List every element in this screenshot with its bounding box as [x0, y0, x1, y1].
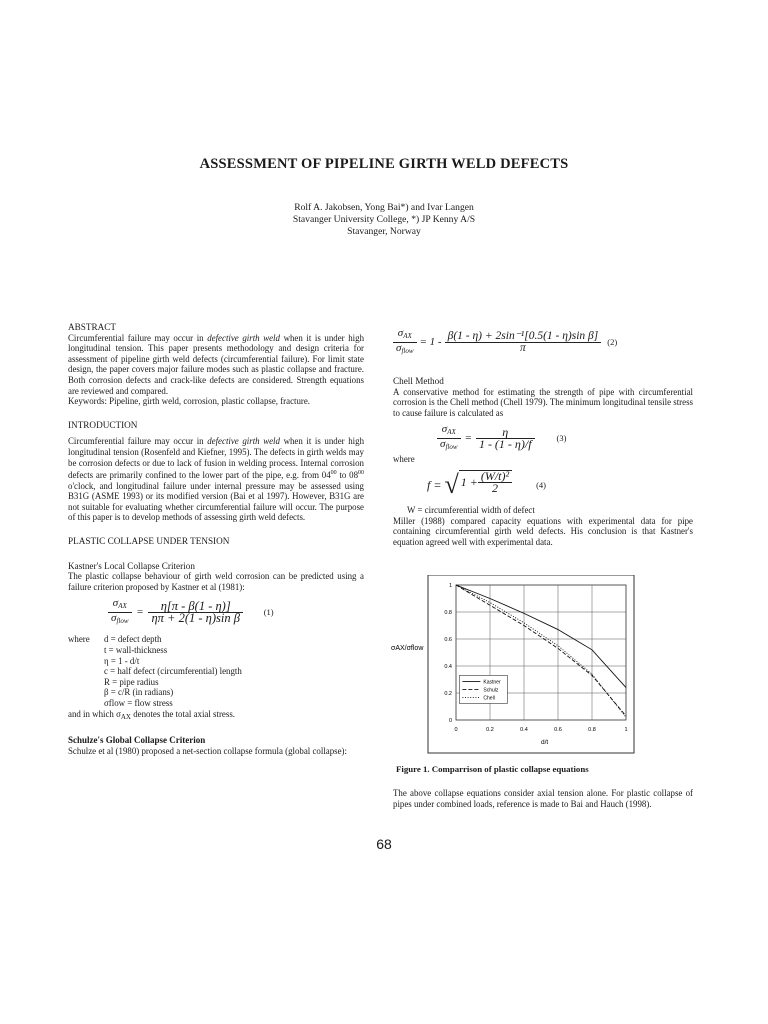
- where-item: R = pipe radius: [104, 676, 159, 687]
- where-block: [68, 634, 364, 708]
- eq2-sigma: σ: [397, 326, 404, 339]
- eq2-number: (2): [607, 336, 618, 347]
- eq1-equals: =: [136, 606, 144, 619]
- eq2-rhs-den: π: [520, 341, 526, 354]
- eq1-lhs-num: [108, 598, 132, 613]
- x-axis-label: d/t: [541, 739, 549, 746]
- eq2-sub: flow: [401, 346, 414, 355]
- series-line-kastner: [456, 585, 626, 688]
- legend-label: Schulz: [483, 687, 499, 694]
- closing-paragraph: The above collapse equations consider axial tension alone. For plastic collapse of pipes under combined loads, reference is made to Bai and Hauch (1998).: [393, 788, 693, 809]
- plastic-collapse-heading: PLASTIC COLLAPSE UNDER TENSION: [68, 536, 230, 547]
- eq3-number: (3): [556, 433, 567, 444]
- abstract-text-part: Circumferential failure may occur in: [68, 332, 208, 343]
- where-list: [104, 634, 242, 708]
- author-block: [0, 202, 768, 238]
- eq1-lhs: [108, 598, 132, 626]
- intro-superscript: 00: [358, 470, 365, 477]
- eq4-num: (W/t)²: [478, 471, 512, 483]
- closing-paragraph-block: [393, 788, 693, 809]
- legend-label: Kastner: [483, 679, 501, 686]
- eq4-number: (4): [536, 479, 547, 490]
- y-tick-label: 0.8: [444, 610, 452, 616]
- where-label-right: where: [393, 454, 415, 465]
- abstract-text-part: when it is under high longitudinal tension. This paper presents methodology and design criteria for assessment of pipeline girth weld defects (circumferential failure). For limit state design, the paper covers major failure modes such as plastic collapse and fracture. Both corrosion defects and crack-like defects are considered. Strength equations are reviewed and compared.: [68, 332, 365, 396]
- author-affiliation: Stavanger University College, *) JP Kenny A/S: [292, 214, 476, 225]
- figure-1-chart: [388, 575, 638, 755]
- where-item: d = defect depth: [104, 634, 162, 645]
- eq4-den: 2: [491, 480, 498, 495]
- eq4-frac: [478, 471, 512, 493]
- y-tick-label: 0: [448, 718, 452, 724]
- abstract-emphasis: defective girth weld: [207, 332, 280, 343]
- eq1-number: (1): [263, 607, 274, 618]
- eq1-sigma: σ: [111, 612, 117, 625]
- kastner-heading: Kastner's Local Collapse Criterion: [68, 560, 195, 571]
- intro-emphasis: defective girth weld: [207, 436, 280, 447]
- x-tick-label: 0.6: [554, 727, 562, 733]
- where-item: η = 1 - d/t: [104, 655, 140, 666]
- eq1-sub: AX: [118, 602, 127, 611]
- introduction-heading: INTRODUCTION: [68, 419, 138, 430]
- y-tick-label: 0.2: [444, 691, 452, 697]
- chart-legend: [459, 675, 507, 703]
- eq3-lhs-den: [437, 439, 461, 453]
- eq2-lhs: [393, 328, 417, 356]
- w-definition: W = circumferential width of defect: [407, 504, 535, 515]
- x-tick-label: 1: [624, 727, 628, 733]
- where-item: σflow = flow stress: [104, 698, 173, 708]
- intro-text-part: when it is under high longitudinal tension (Rosenfeld and Kiefner, 1995). The defects in girth welds may be corrosion defects or due to lack of fusion in welding process. Internal corrosion defects are primarily confined to the lower part of the pipe, e.g. from 04: [68, 436, 365, 481]
- eq3-sub: AX: [447, 428, 456, 437]
- eq3-sub: flow: [445, 442, 458, 451]
- equation-2: [393, 322, 693, 362]
- eq2-rhs: [445, 331, 602, 353]
- eq1-lhs-den: [108, 613, 132, 627]
- eq3-rhs: [476, 427, 535, 449]
- eq3-lhs: [437, 424, 461, 452]
- eq2-lhs-num: [393, 328, 417, 343]
- where-item: t = wall-thickness: [104, 645, 168, 656]
- eq3-sigma: σ: [441, 423, 448, 436]
- eq3-equals: =: [464, 432, 472, 445]
- legend-label: Chell: [483, 695, 495, 702]
- note-sub: AX: [120, 712, 131, 721]
- left-column: [68, 322, 364, 756]
- eq4-one-plus: 1 +: [460, 475, 478, 490]
- schulze-text: Schulze et al (1980) proposed a net-section collapse formula (global collapse):: [68, 745, 347, 756]
- axial-stress-note: [68, 709, 364, 723]
- eq4-radicand: [459, 470, 512, 493]
- intro-text-part: Circumferential failure may occur in: [68, 436, 208, 447]
- eq1-sigma: σ: [112, 597, 119, 610]
- eq1-sub: flow: [116, 617, 129, 626]
- chell-text: A conservative method for estimating the strength of pipe with circumferential corrosion is the Chell method (Chell 1979). The minimum longitudinal tensile stress to cause failure is calculated as: [393, 386, 693, 418]
- note-part: and in which σ: [68, 708, 121, 719]
- eq3-lhs-num: [437, 424, 461, 439]
- equation-1: [108, 598, 364, 628]
- eq1-rhs: [148, 599, 243, 626]
- chart-frame: [428, 575, 634, 753]
- y-axis-label: σAX/σflow: [391, 645, 424, 652]
- author-names: Rolf A. Jakobsen, Yong Bai*) and Ivar Langen: [294, 202, 474, 213]
- eq2-lhs-den: [393, 343, 417, 357]
- where-item: β = c/R (in radians): [104, 687, 174, 698]
- abstract-heading: ABSTRACT: [68, 322, 116, 332]
- x-tick-label: 0.2: [486, 727, 494, 733]
- schulze-heading: Schulze's Global Collapse Criterion: [68, 735, 206, 746]
- figure-caption: Figure 1. Comparrison of plastic collapse equations: [396, 764, 589, 774]
- keywords: Keywords: Pipeline, girth weld, corrosion, plastic collapse, fracture.: [68, 396, 311, 407]
- equation-3: [437, 422, 693, 454]
- where-label: where: [68, 634, 90, 645]
- intro-text-part: o'clock, and longitudinal failure under internal pressure may be assessed using B31G (ASME 1993) or its modified version (Bai et al 1997). However, B31G are not suitable for evaluating whether circumferential failure will occur. The purpose of this paper is to develop methods of assessing girth weld defects.: [68, 480, 364, 523]
- note-part: denotes the total axial stress.: [130, 708, 235, 719]
- eq3-sigma: σ: [440, 437, 446, 450]
- eq2-sigma: σ: [396, 341, 402, 354]
- eq2-mid: = 1 -: [419, 335, 442, 348]
- introduction-text: [68, 436, 364, 523]
- y-tick-label: 1: [448, 583, 452, 589]
- paper-title: ASSESSMENT OF PIPELINE GIRTH WELD DEFECTS: [199, 156, 569, 172]
- page-number: 68: [376, 836, 392, 852]
- equation-4: [427, 467, 693, 503]
- abstract-text: [68, 333, 364, 397]
- right-column: [393, 322, 693, 547]
- eq1-rhs-den: ηπ + 2(1 - η)sin β: [151, 611, 240, 626]
- eq2-rhs-num: β(1 - η) + 2sin⁻¹[0.5(1 - η)sin β]: [445, 331, 602, 343]
- x-tick-label: 0: [454, 727, 458, 733]
- chell-heading: Chell Method: [393, 376, 444, 386]
- kastner-text: The plastic collapse behaviour of girth weld corrosion can be predicted using a failure criterion proposed by Kastner et al (1981):: [68, 571, 364, 592]
- intro-text-part: to 08: [336, 470, 359, 481]
- x-tick-label: 0.4: [520, 727, 528, 733]
- y-tick-label: 0.6: [444, 637, 452, 643]
- where-item: c = half defect (circumferential) length: [104, 666, 242, 677]
- y-tick-label: 0.4: [444, 664, 452, 670]
- eq4-lhs: f =: [427, 477, 442, 492]
- intro-superscript: 00: [330, 470, 337, 477]
- eq3-rhs-num: η: [476, 427, 535, 439]
- x-tick-label: 0.8: [588, 727, 596, 733]
- chart-ticks: [444, 583, 627, 733]
- miller-text: Miller (1988) compared capacity equations with experimental data for pipe containing circumferential girth weld defects. His conclusion is that Kastner's equation agreed well with experimental data.: [393, 515, 693, 547]
- eq2-sub: AX: [403, 331, 412, 340]
- eq3-rhs-den: 1 - (1 - η)/f: [478, 436, 532, 451]
- eq1-rhs-num: η[π - β(1 - η)]: [148, 601, 243, 613]
- author-location: Stavanger, Norway: [347, 226, 421, 237]
- sqrt-icon: √: [444, 469, 459, 499]
